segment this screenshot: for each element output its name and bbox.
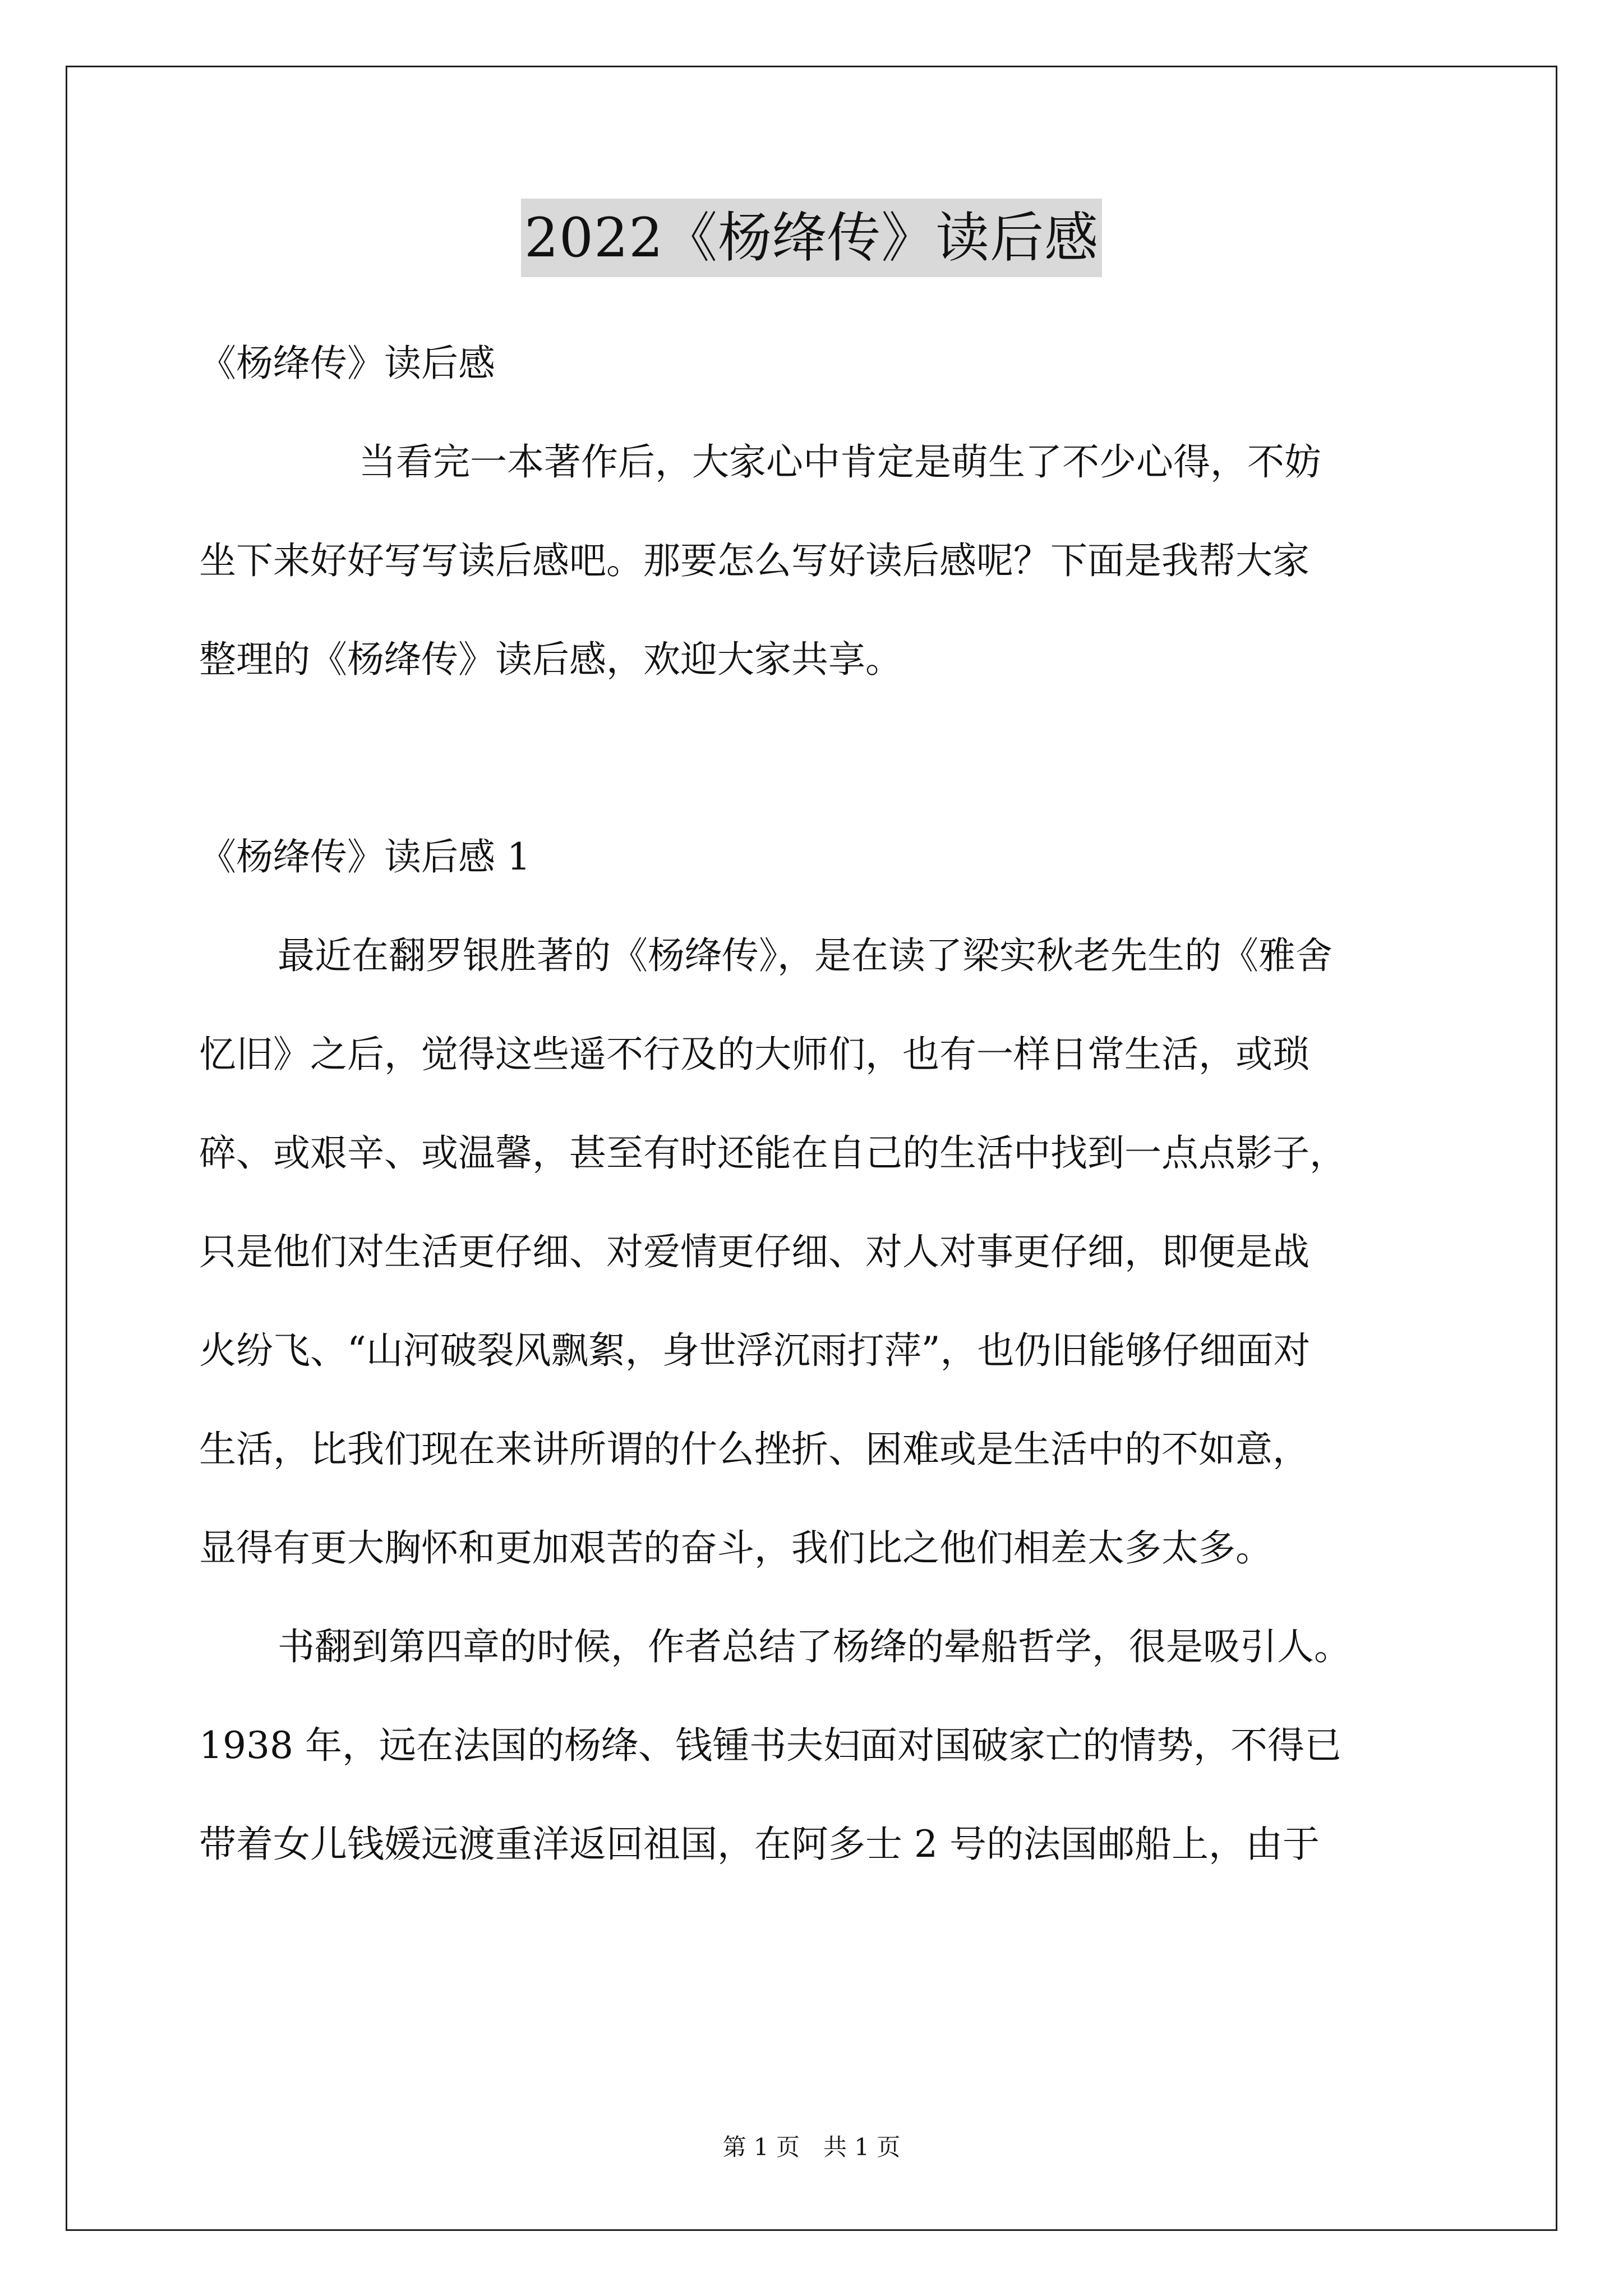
paragraph-line: 生活，比我们现在来讲所谓的什么挫折、困难或是生活中的不如意， xyxy=(199,1428,1310,1471)
intro-heading: 《杨绛传》读后感 xyxy=(199,342,495,385)
page-footer: 第 1 页 共 1 页 xyxy=(722,2133,901,2161)
paragraph-line: 1938 年，远在法国的杨绛、钱锺书夫妇面对国破家亡的情势，不得已 xyxy=(199,1724,1341,1767)
intro-paragraph xyxy=(199,413,1438,709)
paragraph-line: 只是他们对生活更仔细、对爱情更仔细、对人对事更仔细，即便是战 xyxy=(199,1230,1310,1273)
section1-paragraph-2 xyxy=(199,1598,1438,1894)
paragraph-line: 书翻到第四章的时候，作者总结了杨绛的晕船哲学，很是吸引人。 xyxy=(278,1625,1351,1668)
title-container xyxy=(0,199,1623,277)
document-title: 2022《杨绛传》读后感 xyxy=(521,199,1102,277)
paragraph-line: 忆旧》之后，觉得这些遥不行及的大师们，也有一样日常生活，或琐 xyxy=(199,1033,1310,1076)
intro-line: 坐下来好好写写读后感吧。那要怎么写好读后感呢？下面是我帮大家 xyxy=(199,539,1310,582)
paragraph-line: 火纷飞、“山河破裂风飘絮，身世浮沉雨打萍”，也仍旧能够仔细面对 xyxy=(199,1329,1311,1372)
intro-line: 当看完一本著作后，大家心中肯定是萌生了不少心得，不妨 xyxy=(359,440,1321,484)
paragraph-line: 带着女儿钱媛远渡重洋返回祖国，在阿多士 2 号的法国邮船上，由于 xyxy=(199,1823,1320,1866)
spacer xyxy=(199,709,1438,808)
section-heading: 《杨绛传》读后感 1 xyxy=(199,835,531,878)
paragraph-line: 最近在翻罗银胜著的《杨绛传》，是在读了梁实秋老先生的《雅舍 xyxy=(278,934,1332,977)
section1-paragraph-1 xyxy=(199,907,1438,1598)
intro-line: 整理的《杨绛传》读后感，欢迎大家共享。 xyxy=(199,638,902,681)
paragraph-line: 碎、或艰辛、或温馨，甚至有时还能在自己的生活中找到一点点影子， xyxy=(199,1131,1347,1175)
paragraph-line: 显得有更大胸怀和更加艰苦的奋斗，我们比之他们相差太多太多。 xyxy=(199,1526,1272,1570)
document-body xyxy=(199,314,1438,1894)
